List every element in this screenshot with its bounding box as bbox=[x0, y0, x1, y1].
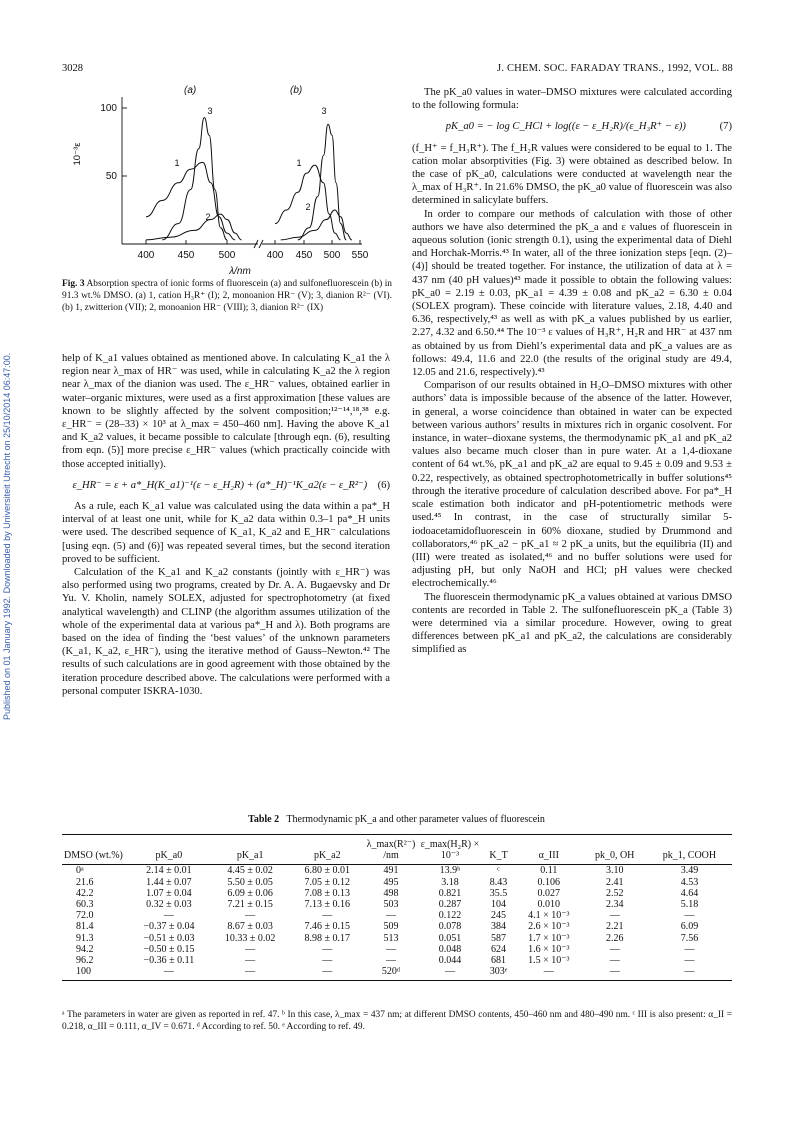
table-cell: — bbox=[684, 955, 695, 967]
table-row bbox=[62, 877, 732, 888]
table-cell: — bbox=[609, 943, 620, 955]
table-cell: 509 bbox=[383, 921, 399, 933]
panel-a-label: (a) bbox=[184, 85, 197, 96]
figure-caption-label: Fig. 3 bbox=[62, 279, 85, 289]
curve-label-a-3: 3 bbox=[207, 106, 213, 116]
table-header: K_T bbox=[482, 835, 515, 865]
right-column bbox=[412, 86, 732, 657]
table-cell: 72.0 bbox=[76, 910, 94, 922]
table-cell: 96.2 bbox=[76, 955, 94, 967]
x-tick-label-b: 450 bbox=[295, 250, 313, 261]
curve-b-series-2 bbox=[281, 210, 352, 240]
table-cell: — bbox=[385, 910, 396, 922]
table-cell: 503 bbox=[383, 899, 399, 911]
table-cell: 6.09 bbox=[680, 921, 699, 933]
table-cell: 0.048 bbox=[438, 943, 462, 955]
curve-label-b-3: 3 bbox=[321, 106, 327, 116]
curve-label-b-1: 1 bbox=[296, 158, 302, 168]
table-cell: 624 bbox=[491, 943, 507, 955]
table-cell: 245 bbox=[491, 910, 507, 922]
table-cell: 0.122 bbox=[438, 910, 462, 922]
right-intro: The pK_a0 values in water–DMSO mixtures were calculated according to the following formula: bbox=[412, 87, 732, 112]
table-cell: 7.46 ± 0.15 bbox=[304, 921, 351, 933]
y-axis-label: 10⁻³ε bbox=[72, 142, 83, 166]
curve-label-a-1: 1 bbox=[174, 158, 180, 168]
x-tick-label-b: 550 bbox=[351, 250, 369, 261]
table-cell: 2.26 bbox=[605, 932, 624, 944]
spectra-curves bbox=[146, 118, 352, 240]
table-cell: 0.078 bbox=[438, 921, 462, 933]
table-cell: — bbox=[163, 910, 174, 922]
equation-7-number: (7) bbox=[719, 121, 732, 133]
left-column bbox=[62, 352, 390, 698]
table-cell: 5.50 ± 0.05 bbox=[227, 876, 273, 888]
left-paragraph-3: Calculation of the K_a1 and K_a2 constants (jointly with ε_HR⁻) was also performed using two programs, created by Dr. A. A. Bugaevsky and Dr Yu. V. Kholin, namely SOLEX, adjusted for spectrophotometry (at fixed analytical wavelength) and CLINP (the algorithm assumes utilization of the whole of the experimental data at various pa*_H and λ). Both programs are based on the idea of finding the ‘best values’ of the unknown parameters (K_a1, K_a2, ε_HR⁻), using the iterative method of Gauss–Newton.⁴² The results of such calculations are in good agreement with those obtained by the iteration procedure described above. The calculations were performed with a personal computer ISKRA-1030. bbox=[62, 567, 390, 697]
table-cell: 4.1 × 10⁻³ bbox=[528, 910, 570, 922]
table-footnote: ᵃ The parameters in water are given as reported in ref. 47. ᵇ In this case, λ_max = 437 nm; at different DMSO contents, 450–460 nm and 480–490 nm. ᶜ III is also present: α_II = 0.218, α_III = 0.111, α_IV = 0.671. ᵈ According to ref. 50. ᵉ According to ref. 49. bbox=[62, 1010, 732, 1032]
table-cell: — bbox=[291, 966, 364, 981]
table-cell: −0.36 ± 0.11 bbox=[143, 955, 195, 967]
table-title bbox=[0, 814, 793, 825]
table-cell: — bbox=[418, 966, 482, 981]
table-header: α_III bbox=[515, 835, 582, 865]
table-cell: 100 bbox=[62, 966, 128, 981]
table-cell: 35.5 bbox=[489, 887, 508, 899]
table-header: λ_max(R²⁻) /nm bbox=[364, 835, 418, 865]
table-cell: 0.027 bbox=[537, 887, 561, 899]
table-cell: 303ᵉ bbox=[482, 966, 515, 981]
page-number: 3028 bbox=[62, 63, 83, 74]
table-cell: 0.044 bbox=[438, 955, 462, 967]
download-note-sidebar bbox=[2, 180, 18, 720]
table-header: ε_max(H₂R) × 10⁻³ bbox=[418, 835, 482, 865]
equation-7-body: pK_a0 = − log C_HCl + log((ε − ε_H₂R)/(ε_H₃R⁺ − ε)) bbox=[445, 121, 686, 133]
right-paragraph-3: Comparison of our results obtained in H₂O–DMSO mixtures with other authors’ data is impossible because of the absence of the latter. However, in general, a worse coincidence than obtained in water can be expected between various authors’ results in mixtures rich in organic cosolvent. For instance, in water–dioxane systems, the thermodynamic pK_a1 and pK_a2 values also became much closer than in pure water. At a 1,4-dioxane content of 64 wt.%, pK_a1 and pK_a2 are equal to 9.45 ± 0.09 and 9.53 ± 0.22, respectively, as obtained spectrophotometrically in buffer solutions⁴⁵ through the iterative procedure of calculation described above. For pa*_H scale estimation both indicator and pH-potentiometric methods were used.⁴⁵ In contrast, in the case of structurally similar 5-iodoacetamidofluorescein in 60% dioxane, studied by Drummond and collaborators,⁴⁶ pK_a2 − pK_a1 ≈ 2 pK_a units, but the equilibria (II) and (III) were treated as isolated,⁴⁶ and no buffer solutions were used for adjusting pH, but only NaOH and HCl; pH values were checked electrochemically.⁴⁶ bbox=[412, 380, 732, 590]
table-cell: 1.07 ± 0.04 bbox=[146, 887, 192, 899]
figure-caption bbox=[62, 278, 392, 314]
table-cell: 42.2 bbox=[76, 887, 94, 899]
table-cell: 1.7 × 10⁻³ bbox=[528, 932, 570, 944]
running-header: J. CHEM. SOC. FARADAY TRANS., 1992, VOL. 88 bbox=[497, 63, 733, 74]
x-axis-label: λ/nm bbox=[229, 266, 251, 277]
x-tick-label-a: 500 bbox=[218, 250, 236, 261]
table-cell: 13.9ᵇ bbox=[439, 865, 461, 877]
x-ticks-a bbox=[146, 240, 227, 244]
table-cell: — bbox=[128, 966, 210, 981]
table-header: pK_a2 bbox=[291, 835, 364, 865]
left-paragraph-1: help of K_a1 values obtained as mentioned above. In calculating K_a1 the λ region near λ_max of HR⁻ was used, while in calculating K_a2 the λ region near λ_max of the dianion was used. The ε_HR⁻ values, obtained earlier in water–organic mixtures, were used as a first approximation [these values are known to be slightly affected by the solvent composition;¹²⁻¹⁴,¹⁸,³⁸ e.g. ε_HR⁻ = (28–33) × 10³ at λ_max = 450–460 nm]. Having the above K_a1 and K_a2 values, it became possible to calculate [through eqn. (6), resulting from eqn. (5)] more precise ε_HR⁻ values (which practically coincide with those accepted initially). bbox=[62, 353, 390, 470]
table-header-row bbox=[62, 835, 732, 865]
table-cell: 0.32 ± 0.03 bbox=[146, 899, 192, 911]
table-cell: −0.50 ± 0.15 bbox=[143, 943, 195, 955]
table-cell: 6.80 ± 0.01 bbox=[304, 865, 351, 877]
table-cell: 2.6 × 10⁻³ bbox=[528, 921, 570, 933]
table-cell: — bbox=[647, 966, 732, 981]
table-cell: −0.51 ± 0.03 bbox=[143, 932, 195, 944]
table-cell: 91.3 bbox=[76, 932, 94, 944]
right-paragraph-4: The fluorescein thermodynamic pK_a values obtained at various DMSO contents are recorded in Table 2. The sulfonefluorescein pK_a (Table 3) were determined via a similar procedure. However, owing to great differences between pK_a1 and pK_a2, the calculations are considerably simplified as bbox=[412, 591, 732, 656]
table-cell: 1.44 ± 0.07 bbox=[146, 876, 192, 888]
table-cell: 0ᵃ bbox=[76, 865, 84, 877]
right-paragraph-1: (f_H⁺ = f_H₃R⁺). The f_H₂R values were considered to be equal to 1. The cation molar absorptivities (Fig. 3) were obtained as described below. In the case of pK_a0, calculations were conducted at wavelength near the λ_max of H₃R⁺. In 21.6% DMSO, the pK_a0 value of fluorescein was also determined in salicylate buffers. bbox=[412, 142, 732, 207]
table-cell: 2.34 bbox=[605, 899, 624, 911]
curve-label-b-2: 2 bbox=[305, 202, 311, 212]
left-paragraph-2: As a rule, each K_a1 value was calculated using the data within a pa*_H interval of at least one unit, while for K_a2 data within 0.3–1 pa*_H units were used. The described sequence of K_a1, K_a2 and E_HR⁻ calculations [using eqn. (5) and (6)] was repeated several times, but the second iteration proved to be sufficient. bbox=[62, 501, 390, 565]
table-cell: 1.6 × 10⁻³ bbox=[528, 943, 570, 955]
table-cell: — bbox=[322, 943, 333, 955]
download-note: Published on 01 January 1992. Downloaded by Universiteit Utrecht on 25/10/2014 06:47:00. bbox=[2, 352, 12, 720]
equation-6-number: (6) bbox=[377, 479, 390, 491]
table-row bbox=[62, 966, 732, 981]
table-cell: 0.051 bbox=[438, 932, 462, 944]
curve-a-series-3 bbox=[162, 118, 227, 240]
table-cell: 8.67 ± 0.03 bbox=[227, 921, 273, 933]
table-cell: 4.53 bbox=[680, 876, 699, 888]
figure-3-spectra bbox=[62, 82, 392, 277]
table-row bbox=[62, 888, 732, 899]
table-header: DMSO (wt.%) bbox=[62, 835, 128, 865]
table-cell: 5.18 bbox=[680, 899, 699, 911]
table-row bbox=[62, 955, 732, 966]
table-cell: 520ᵈ bbox=[364, 966, 418, 981]
table-cell: — bbox=[684, 943, 695, 955]
table-cell: 0.11 bbox=[540, 865, 558, 877]
table-label: Table 2 bbox=[248, 814, 280, 825]
table-cell: 81.4 bbox=[76, 921, 94, 933]
table-cell: 491 bbox=[383, 865, 399, 877]
table-cell: 7.05 ± 0.12 bbox=[304, 876, 351, 888]
table-cell: — bbox=[609, 910, 620, 922]
table-cell: 8.43 bbox=[489, 876, 508, 888]
table-cell: 513 bbox=[383, 932, 399, 944]
table-cell: 1.5 × 10⁻³ bbox=[528, 955, 570, 967]
table-cell: ᶜ bbox=[497, 865, 500, 877]
table-cell: 7.13 ± 0.16 bbox=[304, 899, 351, 911]
equation-6-body: ε_HR⁻ = ε + a*_H(K_a1)⁻¹(ε − ε_H₂R) + (a*_H)⁻¹K_a2(ε − ε_R²⁻) bbox=[72, 479, 368, 491]
table-cell: — bbox=[322, 955, 333, 967]
table-cell: 4.64 bbox=[680, 887, 699, 899]
table-cell: — bbox=[245, 910, 256, 922]
panel-b-label: (b) bbox=[290, 85, 303, 96]
table-cell: — bbox=[684, 910, 695, 922]
right-paragraph-2: In order to compare our methods of calculation with those of other authors we have also determined the pK_a and ε values of fluorescein in aqueous solution (ionic strength 0.1), using the experimental data of Diehl and Horchak-Morris.⁴³ In water, all of the three ionization steps [eqn. (2)–(4)] should be treated together. For instance, the utilization of data at λ = 437 nm (40 pH values)⁴³ made it possible to obtain the following values: pK_a0 = 2.19 ± 0.03, pK_a1 = 4.39 ± 0.08 and pK_a2 = 6.30 ± 0.04 (SOLEX program). These coincide with literature values, 2.18, 4.40 and 6.36, respectively,⁴³ as well as with pK_a values published by us earlier, 2.27, 4.32 and 6.50.⁴⁴ The 10⁻³ ε values of H₃R⁺, H₂R and HR⁻ at 437 nm as obtained by us from Diehl’s experimental data and pK_a values are as follows: 49.4, 11.6 and 22.0 (the results of the original study are 49.4, 12.05 and 21.6, respectively).⁴³ bbox=[412, 208, 732, 379]
table-cell: 587 bbox=[491, 932, 507, 944]
table-cell: 2.41 bbox=[605, 876, 624, 888]
table-cell: 8.98 ± 0.17 bbox=[304, 932, 351, 944]
table-cell: — bbox=[210, 966, 291, 981]
table-cell: 60.3 bbox=[76, 899, 94, 911]
table-row bbox=[62, 933, 732, 944]
table-cell: — bbox=[245, 955, 256, 967]
table-cell: 4.45 ± 0.02 bbox=[227, 865, 273, 877]
table-cell: 3.10 bbox=[605, 865, 624, 877]
table-cell: 7.21 ± 0.15 bbox=[227, 899, 273, 911]
x-tick-label-b: 500 bbox=[323, 250, 341, 261]
table-cell: 2.21 bbox=[605, 921, 624, 933]
table-cell: — bbox=[385, 943, 396, 955]
table-cell: — bbox=[515, 966, 582, 981]
equation-7 bbox=[412, 120, 732, 133]
table-cell: 681 bbox=[491, 955, 507, 967]
y-tick-label: 100 bbox=[100, 103, 117, 114]
table-cell: 0.106 bbox=[537, 876, 561, 888]
table-cell: 498 bbox=[383, 887, 399, 899]
table-header: pk_1, COOH bbox=[647, 835, 732, 865]
curve-label-a-2: 2 bbox=[205, 212, 211, 222]
table-cell: 0.287 bbox=[438, 899, 462, 911]
table-row bbox=[62, 865, 732, 877]
table-row bbox=[62, 944, 732, 955]
table-cell: 7.08 ± 0.13 bbox=[304, 887, 351, 899]
table-cell: 2.52 bbox=[605, 887, 624, 899]
table-cell: — bbox=[245, 943, 256, 955]
table-body bbox=[62, 865, 732, 981]
table-cell: — bbox=[385, 955, 396, 967]
table-cell: 495 bbox=[383, 876, 399, 888]
table-cell: — bbox=[609, 955, 620, 967]
equation-6 bbox=[62, 479, 390, 492]
y-tick-label: 50 bbox=[105, 171, 117, 182]
table-header: pk_0, OH bbox=[582, 835, 646, 865]
table-header: pK_a1 bbox=[210, 835, 291, 865]
table-row bbox=[62, 910, 732, 921]
table-cell: 10.33 ± 0.02 bbox=[224, 932, 276, 944]
table-caption: Thermodynamic pK_a and other parameter values of fluorescein bbox=[286, 814, 545, 825]
table-cell: 6.09 ± 0.06 bbox=[227, 887, 273, 899]
table-cell: 7.56 bbox=[680, 932, 699, 944]
x-tick-label-a: 400 bbox=[137, 250, 155, 261]
table-cell: 94.2 bbox=[76, 943, 94, 955]
table-row bbox=[62, 899, 732, 910]
table-cell: — bbox=[582, 966, 646, 981]
x-tick-label-a: 450 bbox=[177, 250, 195, 261]
table-cell: 21.6 bbox=[76, 876, 94, 888]
table-cell: 0.010 bbox=[537, 899, 561, 911]
table-cell: 2.14 ± 0.01 bbox=[146, 865, 192, 877]
curve-a-series-2 bbox=[146, 214, 242, 240]
table-header: pK_a0 bbox=[128, 835, 210, 865]
table-cell: — bbox=[322, 910, 333, 922]
table-row bbox=[62, 921, 732, 932]
table-cell: 3.18 bbox=[441, 876, 459, 888]
table-cell: 3.49 bbox=[680, 865, 699, 877]
x-tick-label-b: 400 bbox=[266, 250, 284, 261]
table-cell: 384 bbox=[491, 921, 507, 933]
table-cell: 104 bbox=[491, 899, 507, 911]
table-cell: 0.821 bbox=[438, 887, 462, 899]
parameter-table bbox=[62, 834, 732, 981]
figure-caption-text: Absorption spectra of ionic forms of fluorescein (a) and sulfonefluorescein (b) in 91.3 wt.% DMSO. (a) 1, cation H₃R⁺ (I); 2, monoanion HR⁻ (V); 3, dianion R²⁻ (VI). (b) 1, zwitterion (VII); 2, monoanion HR⁻ (VIII); 3, dianion R²⁻ (IX) bbox=[62, 279, 392, 313]
x-ticks-b bbox=[275, 240, 360, 244]
table-cell: −0.37 ± 0.04 bbox=[143, 921, 195, 933]
